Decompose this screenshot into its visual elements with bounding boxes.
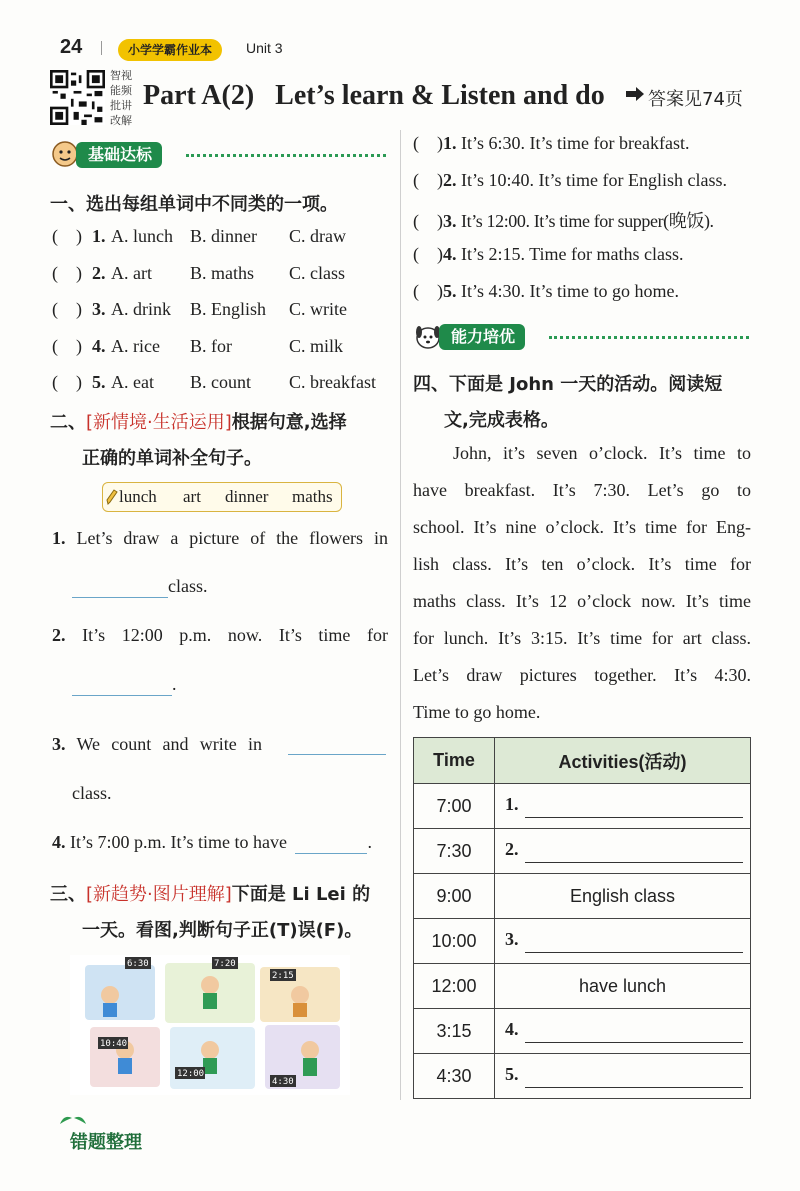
part1-item[interactable]: ( ) 3. A. drink B. English C. write bbox=[52, 299, 347, 319]
answer-blank[interactable]: 2. bbox=[495, 829, 751, 874]
part2-sentence-3: 3. We count and write in bbox=[52, 734, 262, 754]
answer-blank[interactable] bbox=[72, 576, 168, 598]
table-row: 3:15 4. bbox=[414, 1009, 751, 1054]
part2-sentence-3-line2: class. bbox=[72, 783, 112, 803]
answer-blank[interactable] bbox=[288, 734, 386, 755]
basic-banner: 基础达标 bbox=[50, 140, 390, 170]
table-row: 7:00 1. bbox=[414, 784, 751, 829]
answer-blank[interactable]: 3. bbox=[495, 919, 751, 964]
part2-heading: 二、[新情境·生活运用]根据句意,选择 bbox=[50, 412, 347, 433]
header-divider bbox=[101, 41, 102, 55]
answer-reference: 答案见74页 bbox=[648, 89, 743, 110]
part1-item[interactable]: ( ) 5. A. eat B. count C. breakfast bbox=[52, 372, 376, 392]
clock-label: 7:20 bbox=[214, 959, 236, 969]
part4-heading: 四、下面是 John 一天的活动。阅读短 bbox=[413, 374, 723, 395]
part1-item[interactable]: ( ) 2. A. art B. maths C. class bbox=[52, 263, 345, 283]
part2-sentence-1: 1. Let’s draw a picture of the flowers in bbox=[52, 528, 389, 548]
activities-table bbox=[413, 737, 751, 1099]
table-row: 12:00 have lunch bbox=[414, 964, 751, 1009]
li-lei-day-illustration bbox=[70, 955, 350, 1095]
part2-sentence-2-line2: . bbox=[72, 674, 177, 696]
clock-label: 6:30 bbox=[127, 959, 149, 969]
col-activities-header: Activities(活动) bbox=[495, 738, 751, 784]
page-title: Part A(2) Let’s learn & Listen and do bbox=[143, 80, 605, 111]
part2-heading-line2: 正确的单词补全句子。 bbox=[82, 448, 262, 469]
part3-statement[interactable]: ( )3. It’s 12:00. It’s time for supper(晚饭). bbox=[413, 211, 714, 231]
part4-heading-line2: 文,完成表格。 bbox=[444, 410, 559, 431]
clock-label: 2:15 bbox=[272, 971, 294, 981]
part3-statement[interactable]: ( )4. It’s 2:15. Time for maths class. bbox=[413, 244, 684, 264]
pencil-icon bbox=[105, 488, 119, 506]
part3-statement[interactable]: ( )1. It’s 6:30. It’s time for breakfast. bbox=[413, 133, 690, 153]
table-header-row bbox=[414, 738, 751, 784]
clock-label: 4:30 bbox=[272, 1077, 294, 1087]
leaf-icon bbox=[58, 1112, 88, 1126]
error-review-label: 错题整理 bbox=[70, 1132, 142, 1153]
column-divider bbox=[400, 130, 401, 1100]
part1-heading: 一、选出每组单词中不同类的一项。 bbox=[50, 194, 338, 215]
table-row: 10:00 3. bbox=[414, 919, 751, 964]
arrow-right-icon bbox=[625, 86, 645, 102]
part3-statement[interactable]: ( )5. It’s 4:30. It’s time to go home. bbox=[413, 281, 679, 301]
table-row: 7:30 2. bbox=[414, 829, 751, 874]
part3-statement[interactable]: ( )2. It’s 10:40. It’s time for English class. bbox=[413, 170, 727, 190]
part2-sentence-4: 4. It’s 7:00 p.m. It’s time to have . bbox=[52, 832, 372, 852]
table-row: 4:30 5. bbox=[414, 1054, 751, 1099]
clock-label: 10:40 bbox=[100, 1039, 128, 1049]
answer-blank[interactable] bbox=[72, 674, 172, 696]
answer-blank[interactable] bbox=[295, 832, 367, 854]
clock-label: 12:00 bbox=[177, 1069, 205, 1079]
answer-blank[interactable]: 1. bbox=[495, 784, 751, 829]
ability-banner: 能力培优 bbox=[413, 322, 753, 352]
brand-badge: 小学学霸作业本 bbox=[118, 39, 222, 61]
table-row: 9:00 English class bbox=[414, 874, 751, 919]
answer-blank[interactable]: 5. bbox=[495, 1054, 751, 1099]
part3-heading: 三、[新趋势·图片理解]下面是 Li Lei 的 bbox=[50, 884, 371, 905]
unit-label: Unit 3 bbox=[246, 40, 283, 56]
part2-sentence-2: 2. It’s 12:00 p.m. now. It’s time for bbox=[52, 625, 388, 645]
qr-caption: 智视 能频 批讲 改解 bbox=[110, 69, 132, 127]
col-time-header: Time bbox=[414, 738, 495, 784]
part1-item[interactable]: ( ) 1. A. lunch B. dinner C. draw bbox=[52, 226, 346, 246]
part3-heading-line2: 一天。看图,判断句子正(T)误(F)。 bbox=[82, 920, 363, 941]
page-number: 24 bbox=[60, 36, 83, 58]
qr-code-icon[interactable] bbox=[50, 70, 105, 125]
part1-item[interactable]: ( ) 4. A. rice B. for C. milk bbox=[52, 336, 344, 356]
reading-passage: John, it’s seven o’clock. It’s time to have breakfast. It’s 7:30. Let’s go to school. It’s nine o’clock. It’s time for Eng- lish class. It’s ten o’clock. It’s time for maths class. It’s 12 o’clock now. It’s time for lunch. It’s 3:15. It’s time for art class. Let’s draw pictures together. It’s 4:30. Time to go home. bbox=[413, 443, 751, 722]
word-bank: lunch art dinner maths bbox=[102, 482, 342, 512]
part2-sentence-1-line2: class. bbox=[72, 576, 208, 598]
answer-blank[interactable]: 4. bbox=[495, 1009, 751, 1054]
